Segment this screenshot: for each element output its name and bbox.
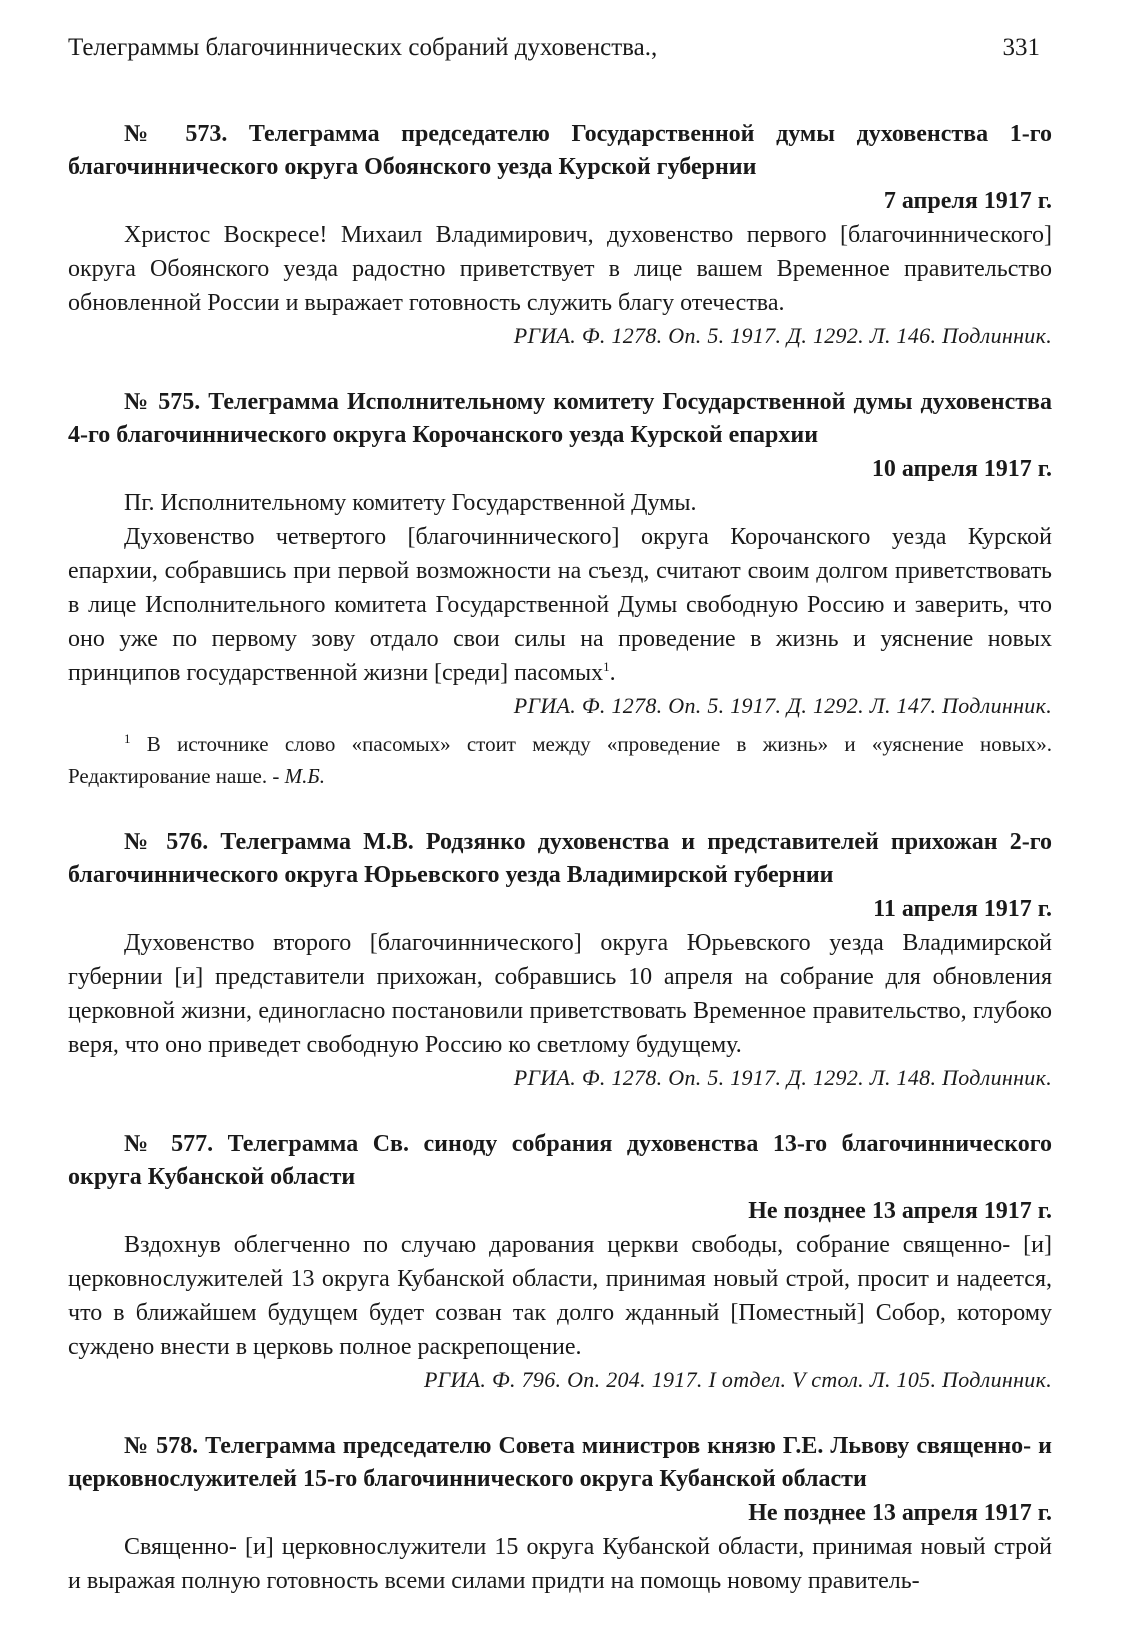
document-paragraph — [68, 520, 1052, 690]
document-576 — [68, 826, 1052, 1094]
document-paragraph: Христос Воскресе! Михаил Владимирович, духовенство первого [благочиннического] округа Обоянского уезда радостно приветствует в лице вашем Временное правительство обновленной России и выражает готовность служить благу отечества. — [68, 222, 1052, 316]
document-date: Не позднее 13 апреля 1917 г. — [748, 1198, 1052, 1224]
footnote-mark: 1 — [124, 731, 131, 746]
document-577 — [68, 1128, 1052, 1396]
document-date: 11 апреля 1917 г. — [873, 896, 1052, 922]
document-paragraph: Пг. Исполнительному комитету Государственной Думы. — [124, 490, 697, 516]
paragraph-end: . — [609, 660, 616, 686]
footnote-text: В источнике слово «пасомых» стоит между «проведение в жизнь» и «уяснение новых». Редактирование наше. - — [68, 732, 1053, 788]
document-title: № 573. Телеграмма председателю Государственной думы духовенства 1-го благочиннического округа Обоянского уезда Курской губернии — [68, 121, 1052, 180]
document-575 — [68, 386, 1052, 792]
document-title: № 577. Телеграмма Св. синоду собрания духовенства 13-го благочиннического округа Кубанской области — [68, 1131, 1052, 1190]
document-paragraph: Вздохнув облегченно по случаю дарования церкви свободы, собрание священно- [и] церковнослужителей 13 округа Кубанской области, принимая новый строй, просит и надеется, что в ближайшем будущем будет созван так долго жданный [Поместный] Собор, которому суждено внести в церковь полное раскрепощение. — [68, 1232, 1052, 1360]
document-paragraph: Священно- [и] церковнослужители 15 округа Кубанской области, принимая новый строй и выражая полную готовность всеми силами придти на помощь новому правитель- — [68, 1534, 1052, 1594]
paragraph-text: Духовенство четвертого [благочиннического] округа Корочанского уезда Курской епархии, собравшись при первой возможности на съезд, считают своим долгом приветствовать в лице Исполнительного комитета Государственной Думы свободную Россию и заверить, что оно уже по первому зову отдало свои силы на проведение в жизнь и уяснение новых принципов государственной жизни [среди] пасомых — [68, 524, 1052, 686]
document-paragraph: Духовенство второго [благочиннического] округа Юрьевского уезда Владимирской губернии [и] представители прихожан, собравшись 10 апреля на собрание для обновления церковной жизни, единогласно постановили приветствовать Временное правительство, глубоко веря, что оно приведет свободную Россию ко светлому будущему. — [68, 930, 1052, 1058]
document-578 — [68, 1430, 1052, 1598]
document-title: № 576. Телеграмма М.В. Родзянко духовенства и представителей прихожан 2-го благочиннического округа Юрьевского уезда Владимирской губернии — [68, 829, 1052, 888]
footnote — [68, 728, 1052, 792]
archive-source: РГИА. Ф. 1278. Оп. 5. 1917. Д. 1292. Л. 148. Подлинник. — [513, 1065, 1052, 1090]
document-date: 7 апреля 1917 г. — [883, 188, 1052, 214]
document-573 — [68, 118, 1052, 352]
running-title: Телеграммы благочиннических собраний духовенства., — [68, 34, 658, 61]
document-date: 10 апреля 1917 г. — [871, 456, 1052, 482]
archive-source: РГИА. Ф. 1278. Оп. 5. 1917. Д. 1292. Л. 147. Подлинник. — [513, 693, 1052, 718]
archive-source: РГИА. Ф. 796. Оп. 204. 1917. I отдел. V стол. Л. 105. Подлинник. — [423, 1367, 1052, 1392]
page-number: 331 — [1002, 34, 1040, 61]
document-title: № 578. Телеграмма председателю Совета министров князю Г.Е. Львову священно- и церковнослужителей 15-го благочиннического округа Кубанской области — [68, 1433, 1052, 1492]
page-content — [68, 118, 1052, 1632]
document-date: Не позднее 13 апреля 1917 г. — [748, 1500, 1052, 1526]
footnote-author: М.Б. — [284, 764, 325, 788]
archive-source: РГИА. Ф. 1278. Оп. 5. 1917. Д. 1292. Л. 146. Подлинник. — [513, 323, 1052, 348]
document-title: № 575. Телеграмма Исполнительному комитету Государственной думы духовенства 4-го благочиннического округа Корочанского уезда Курской епархии — [68, 389, 1052, 448]
footnote-reference: 1 — [603, 659, 610, 674]
running-header — [68, 32, 1052, 64]
